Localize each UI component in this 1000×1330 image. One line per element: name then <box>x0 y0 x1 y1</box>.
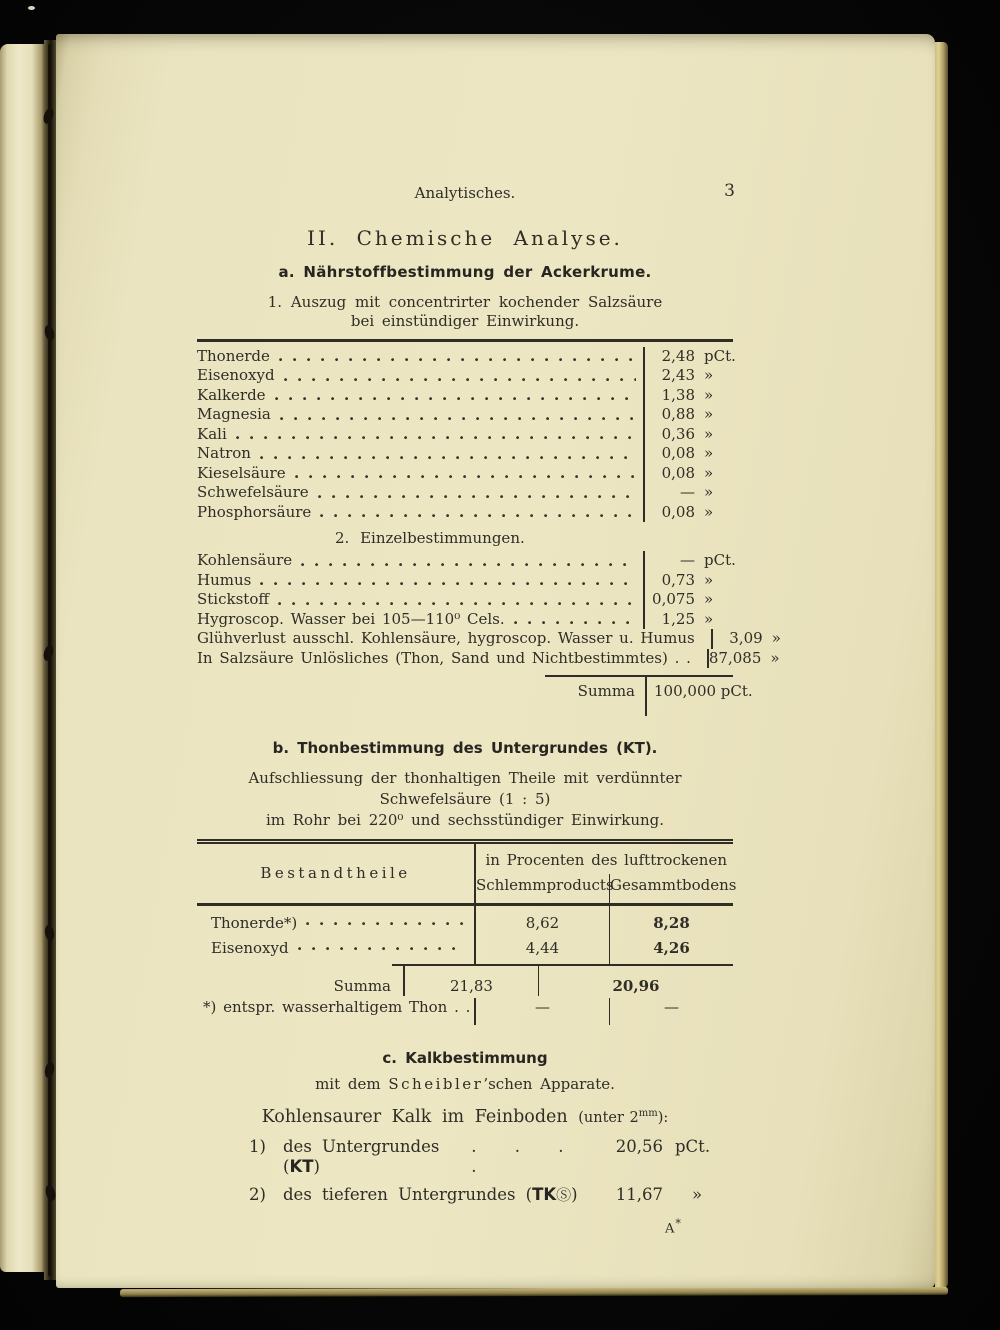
subsection-1-intro <box>197 293 733 332</box>
item-number: 2) <box>249 1185 266 1205</box>
page-number: 3 <box>724 181 735 201</box>
subheading-name: Scheibler <box>388 1074 484 1093</box>
row-label: Kieselsäure <box>197 463 286 482</box>
footnote-value-1: — <box>474 998 609 1025</box>
section-c-subheading <box>197 1075 733 1095</box>
item-unit: » <box>691 1185 703 1205</box>
summa-label: Summa <box>333 976 391 995</box>
item-unit: pCt. <box>675 1137 711 1157</box>
table-row <box>197 425 733 445</box>
dot-leader <box>236 436 636 440</box>
row-label: Eisenoxyd <box>211 939 289 957</box>
row-label: In Salzsäure Unlösliches (Thon, Sand und Nichtbestimmtes) . . <box>197 648 691 667</box>
row-label: Glühverlust ausschl. Kohlensäure, hygroscop. Wasser u. Humus <box>197 629 695 647</box>
row-value: — <box>680 551 695 569</box>
table-row <box>197 610 733 630</box>
row-value: 0,73 <box>661 570 695 589</box>
table-row <box>197 464 733 484</box>
column-subheaders <box>476 874 736 904</box>
item-text-post: ) <box>571 1185 578 1205</box>
intro-line: bei einstündiger Einwirkung. <box>350 312 580 330</box>
summa-label: Summa <box>577 682 635 700</box>
item-text <box>283 1185 578 1206</box>
thon-table-header <box>197 844 737 906</box>
row-value-cell <box>643 405 733 425</box>
row-label: Humus <box>197 570 252 589</box>
row-value: 0,36 <box>661 424 695 443</box>
summa-value: 100,000 pCt. <box>645 677 733 716</box>
column-header-bestandtheile: Bestandtheile <box>260 863 411 882</box>
facing-page-edge <box>0 44 44 1272</box>
text-block <box>197 34 781 1239</box>
row-value-cell <box>711 629 801 649</box>
intro-line: Aufschliessung der thonhaltigen Theile mit verdünnter Schwefelsäure (1 : 5) <box>248 769 682 808</box>
row-value-schlemmproducts: 8,62 <box>474 906 609 939</box>
row-unit: » <box>704 570 714 589</box>
signature-letter: A <box>665 1221 676 1237</box>
table-row <box>197 906 733 939</box>
footnote-row <box>197 998 733 1025</box>
section-b-heading: b. Thonbestimmung des Untergrundes (KT). <box>272 738 658 757</box>
item-value: 20,56 <box>615 1137 663 1157</box>
table-row <box>197 551 736 571</box>
dot-leader <box>306 922 465 926</box>
fore-edge-pages <box>935 42 948 1288</box>
running-header <box>197 181 735 204</box>
subheading-post: ’schen Apparate. <box>483 1074 615 1093</box>
section-a-heading: a. Nährstoffbestimmung der Ackerkrume. <box>278 263 652 281</box>
row-unit: » <box>704 385 714 404</box>
subheading-pre: mit dem <box>315 1074 389 1093</box>
row-value-cell <box>643 551 736 571</box>
dot-leader: . . . . <box>471 1137 578 1176</box>
summa-value-schlemmproducts: 21,83 <box>403 964 538 996</box>
running-header-text: Analytisches. <box>414 184 516 202</box>
row-label: Kali <box>197 424 227 443</box>
row-value-schlemmproducts: 4,44 <box>474 939 609 964</box>
row-value-cell <box>643 571 733 591</box>
row-value: 0,08 <box>661 463 695 482</box>
row-value: 2,43 <box>661 366 695 384</box>
paren-text: (unter 2 <box>578 1109 639 1126</box>
row-label: Schwefelsäure <box>197 483 309 501</box>
row-value-gesammtbodens: 4,26 <box>609 939 733 964</box>
row-value: 1,25 <box>661 609 695 628</box>
dot-leader <box>318 495 636 499</box>
row-label: Thonerde <box>197 346 270 365</box>
row-label: Hygroscop. Wasser bei 105—110⁰ Cels. <box>197 609 505 628</box>
row-value-cell <box>643 366 733 386</box>
intro-line: im Rohr bei 220⁰ und sechsstündiger Einwirkung. <box>265 811 665 829</box>
paren-close: ): <box>657 1109 669 1126</box>
table-row <box>197 629 781 649</box>
dot-leader <box>295 475 636 479</box>
row-unit: » <box>704 405 714 423</box>
row-value: 0,88 <box>661 405 695 423</box>
row-unit: » <box>704 483 714 501</box>
row-unit: » <box>704 609 714 628</box>
row-unit: » <box>704 366 714 384</box>
dot-leader <box>279 358 636 362</box>
row-value-cell <box>643 425 733 445</box>
row-label-cell <box>197 939 474 959</box>
soil-code: TK <box>532 1185 557 1205</box>
table-row <box>197 571 733 591</box>
row-value-cell <box>643 386 733 406</box>
row-label: Kohlensäure <box>197 551 293 569</box>
column-header-schlemmproducts: Schlemmproducts <box>476 875 614 894</box>
subsection-2-heading: 2. Einzelbestimmungen. <box>335 529 525 547</box>
signature-star: * <box>675 1216 682 1230</box>
row-label-cell <box>197 998 474 1018</box>
row-label: Phosphorsäure <box>197 502 312 521</box>
item-text-post: ) <box>313 1156 320 1176</box>
column-header-span: in Procenten des lufttrockenen <box>485 851 728 869</box>
section-b-intro <box>197 768 733 831</box>
item-text <box>283 1137 471 1176</box>
table-row <box>197 939 733 964</box>
dot-leader <box>280 417 636 421</box>
dot-leader <box>298 947 465 951</box>
row-label: Eisenoxyd <box>197 366 275 384</box>
summa-value-gesammtbodens: 20,96 <box>538 964 733 996</box>
row-value-cell <box>643 590 733 610</box>
dot-leader <box>514 621 636 625</box>
row-unit: » <box>704 424 714 443</box>
row-label: Natron <box>197 444 251 462</box>
intro-line: 1. Auszug mit concentrirter kochender Salzsäure <box>267 292 663 311</box>
dot-leader <box>284 378 636 382</box>
row-unit: » <box>770 648 780 667</box>
row-unit: pCt. <box>704 346 736 365</box>
table-row <box>197 366 733 386</box>
column-header-group <box>474 844 736 903</box>
footnote-label: *) entspr. wasserhaltigem Thon . . <box>203 998 471 1016</box>
soil-code: KT <box>289 1156 314 1176</box>
row-value-cell <box>643 503 733 523</box>
row-value: — <box>680 483 695 501</box>
row-value-cell <box>643 346 736 367</box>
signature-mark <box>665 1214 733 1239</box>
row-unit: » <box>704 463 714 482</box>
row-unit: » <box>704 502 714 521</box>
section-c-heading: c. Kalkbestimmung <box>382 1049 548 1067</box>
row-unit: » <box>704 590 714 608</box>
kalk-item-2 <box>249 1185 719 1206</box>
bottom-edge-pages <box>120 1287 948 1297</box>
row-value-cell <box>643 483 733 503</box>
item-text-pre: des tieferen Untergrundes ( <box>283 1185 533 1205</box>
table-row <box>197 386 733 406</box>
row-value: 0,08 <box>661 444 695 462</box>
row-value: 2,48 <box>661 346 695 365</box>
item-number: 1) <box>249 1137 266 1157</box>
dot-leader <box>260 456 636 460</box>
row-unit: » <box>704 444 714 462</box>
thon-table <box>197 839 737 1025</box>
table-row <box>197 503 733 523</box>
row-unit: pCt. <box>704 551 736 569</box>
dot-leader <box>301 563 636 567</box>
summa-row <box>545 675 753 716</box>
dot-leader <box>320 514 636 518</box>
summa-rule <box>392 964 733 966</box>
kalk-line-paren <box>578 1110 668 1126</box>
row-label-cell <box>197 914 474 934</box>
dust-speck <box>28 6 35 10</box>
row-value: 87,085 <box>708 648 762 667</box>
row-value: 0,08 <box>661 502 695 521</box>
row-label: Magnesia <box>197 405 271 423</box>
row-value: 3,09 <box>729 629 763 647</box>
dot-leader <box>260 582 636 586</box>
mm-superscript: mm <box>638 1108 658 1119</box>
table-row <box>197 405 733 425</box>
row-value-gesammtbodens: 8,28 <box>609 906 733 939</box>
summa-rule-wrap <box>197 964 733 998</box>
table-row <box>197 648 780 669</box>
table-row <box>197 483 733 503</box>
table-row <box>197 346 736 367</box>
table-row <box>197 590 733 610</box>
row-label: Kalkerde <box>197 385 266 404</box>
row-label: Thonerde*) <box>211 914 298 932</box>
row-value-cell <box>643 464 733 484</box>
row-value-cell <box>643 610 733 630</box>
dot-leader <box>278 602 636 606</box>
thon-table-body <box>197 906 733 1025</box>
footnote-value-2: — <box>609 998 733 1025</box>
item-value: 11,67 <box>615 1185 663 1205</box>
book-page <box>56 34 935 1288</box>
row-value: 1,38 <box>661 385 695 404</box>
circled-s-symbol: Ⓢ <box>556 1186 572 1205</box>
dot-leader <box>275 397 636 401</box>
kalk-line <box>197 1104 733 1128</box>
item-text-pre: des Untergrundes ( <box>283 1137 440 1176</box>
row-value: 0,075 <box>652 590 695 608</box>
row-label: Stickstoff <box>197 590 270 608</box>
row-value-cell <box>643 444 733 464</box>
row-unit: » <box>771 629 781 647</box>
analysis-table-1 <box>197 339 781 716</box>
table-row <box>197 444 733 464</box>
kalk-line-main: Kohlensaurer Kalk im Feinboden <box>261 1106 568 1127</box>
chapter-title: II. Chemische Analyse. <box>307 225 623 250</box>
summa-row <box>197 964 733 998</box>
kalk-item-1 <box>249 1137 719 1176</box>
column-header-gesammtbodens: Gesammtbodens <box>609 874 736 904</box>
row-value-cell <box>707 649 797 669</box>
